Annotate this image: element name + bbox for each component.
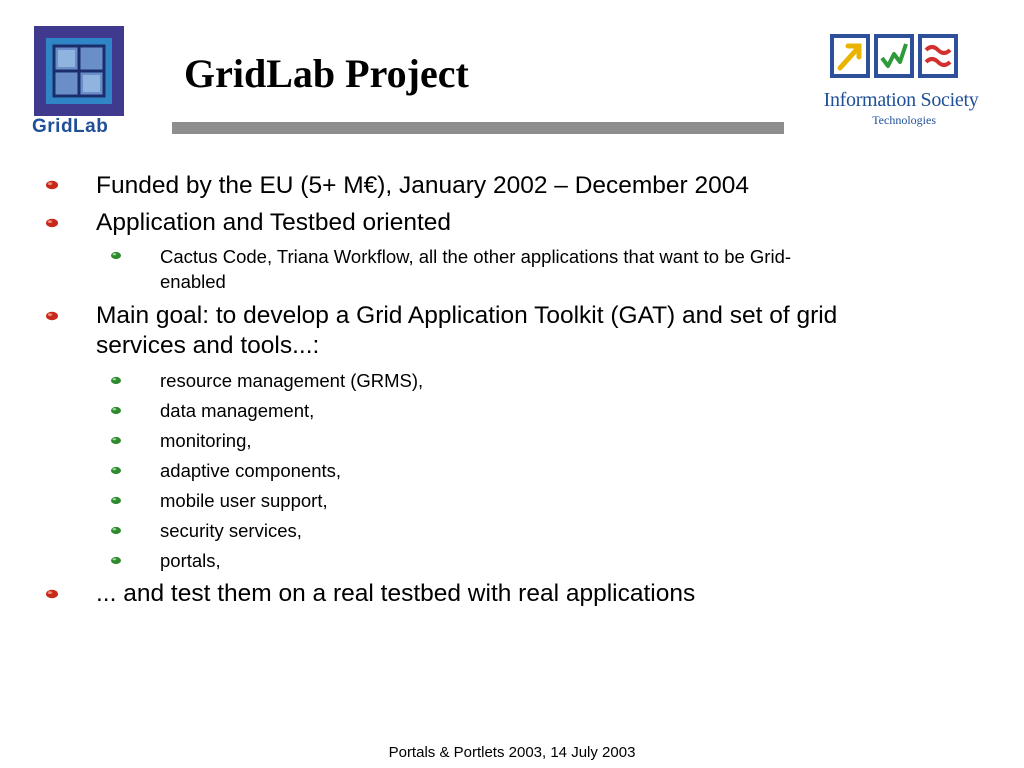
gridlab-logo-text: GridLab: [32, 116, 109, 137]
bullet-icon: [45, 311, 59, 321]
sub-bullet-icon: [110, 376, 122, 385]
sub-bullet-text: resource management (GRMS),: [160, 370, 424, 391]
ist-logo-line2: Technologies: [872, 113, 936, 127]
bullet-icon: [45, 180, 59, 190]
slide-title: GridLab Project: [184, 51, 469, 96]
sub-bullet-icon: [110, 251, 122, 260]
sub-bullet-text: adaptive components,: [160, 460, 342, 481]
sub-bullet-text: mobile user support,: [160, 490, 328, 511]
sub-bullet-text: monitoring,: [160, 430, 252, 451]
bullet-text: services and tools...:: [96, 332, 320, 359]
bullet-icon: [45, 218, 59, 228]
sub-bullet-icon: [110, 556, 122, 565]
sub-bullet-text: security services,: [160, 520, 302, 541]
sub-bullet-icon: [110, 496, 122, 505]
sub-bullet-text: Cactus Code, Triana Workflow, all the other applications that want to be Grid-: [160, 246, 792, 267]
bullet-text: Application and Testbed oriented: [96, 209, 452, 236]
sub-bullet-icon: [110, 526, 122, 535]
title-rule: [172, 122, 784, 134]
bullet-text: Main goal: to develop a Grid Application Toolkit (GAT) and set of grid: [96, 302, 838, 329]
slide-footer: Portals & Portlets 2003, 14 July 2003: [388, 744, 636, 761]
ist-logo-line1: Information Society: [823, 89, 979, 111]
bullet-text: Funded by the EU (5+ M€), January 2002 – December 2004: [96, 172, 750, 199]
bullet-icon: [45, 589, 59, 599]
sub-bullet-text: enabled: [160, 271, 226, 292]
sub-bullet-text: data management,: [160, 400, 315, 421]
sub-bullet-icon: [110, 466, 122, 475]
sub-bullet-icon: [110, 436, 122, 445]
sub-bullet-text: portals,: [160, 550, 221, 571]
sub-bullet-icon: [110, 406, 122, 415]
bullet-text: ... and test them on a real testbed with real applications: [96, 580, 696, 607]
